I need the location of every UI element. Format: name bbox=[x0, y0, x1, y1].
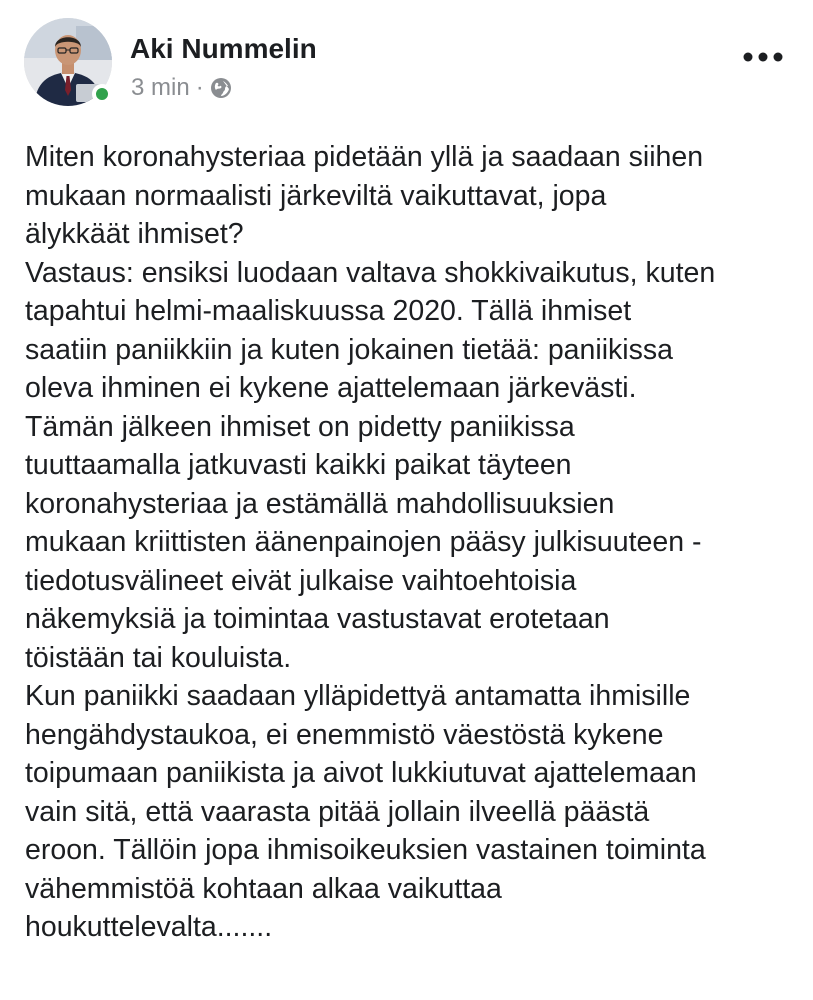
post-timestamp[interactable]: 3 min bbox=[131, 74, 190, 101]
post-text-line: koronahysteriaa ja estämällä mahdollisuuksien bbox=[25, 487, 615, 520]
more-options-icon bbox=[741, 51, 785, 63]
online-status-indicator bbox=[92, 84, 112, 104]
post-text-line: Miten koronahysteriaa pidetään yllä ja saadaan siihen bbox=[25, 141, 704, 173]
post-text-line: vähemmistöä kohtaan alkaa vaikuttaa bbox=[25, 872, 502, 905]
post-text-line: tuuttaamalla jatkuvasti kaikki paikat täyteen bbox=[25, 449, 572, 481]
post-text-line: älykkäät ihmiset? bbox=[25, 218, 244, 250]
author-name[interactable]: Aki Nummelin bbox=[130, 33, 317, 64]
post-text-line: toipumaan paniikista ja aivot lukkiutuvat ajattelemaan bbox=[25, 757, 697, 789]
post-text-line: eroon. Tällöin jopa ihmisoikeuksien vastainen toiminta bbox=[25, 834, 706, 866]
post-text-line: tiedotusvälineet eivät julkaise vaihtoehtoisia bbox=[25, 564, 577, 597]
meta-separator: · bbox=[195, 74, 204, 101]
post-text-line: saatiin paniikkiin ja kuten jokainen tietää: paniikissa bbox=[25, 333, 673, 366]
globe-icon[interactable] bbox=[210, 77, 232, 99]
post-text-line: Tämän jälkeen ihmiset on pidetty paniikissa bbox=[25, 410, 575, 443]
post-text-line: Vastaus: ensiksi luodaan valtava shokkivaikutus, kuten bbox=[25, 256, 716, 289]
post-body-text bbox=[25, 138, 800, 947]
more-options-button[interactable] bbox=[738, 40, 788, 74]
post-text-line: oleva ihminen ei kykene ajattelemaan järkevästi. bbox=[25, 372, 637, 404]
post-text-line: näkemyksiä ja toimintaa vastustavat erotetaan bbox=[25, 603, 610, 635]
post-text-line: vain sitä, että vaarasta pitää jollain ilveellä päästä bbox=[25, 795, 650, 828]
post-meta bbox=[131, 72, 232, 104]
post-text-line: houkuttelevalta....... bbox=[25, 911, 273, 943]
post-text-line: hengähdystaukoa, ei enemmistö väestöstä kykene bbox=[25, 718, 664, 751]
post-text-line: töistään tai kouluista. bbox=[25, 641, 292, 674]
post-text-line: mukaan kriittisten äänenpainojen pääsy julkisuuteen - bbox=[25, 526, 702, 558]
post-text-line: Kun paniikki saadaan ylläpidettyä antamatta ihmisille bbox=[25, 680, 691, 712]
avatar[interactable] bbox=[24, 18, 112, 106]
post-text-line: tapahtui helmi-maaliskuussa 2020. Tällä ihmiset bbox=[25, 295, 632, 327]
post-text-line: mukaan normaalisti järkeviltä vaikuttavat, jopa bbox=[25, 179, 607, 212]
